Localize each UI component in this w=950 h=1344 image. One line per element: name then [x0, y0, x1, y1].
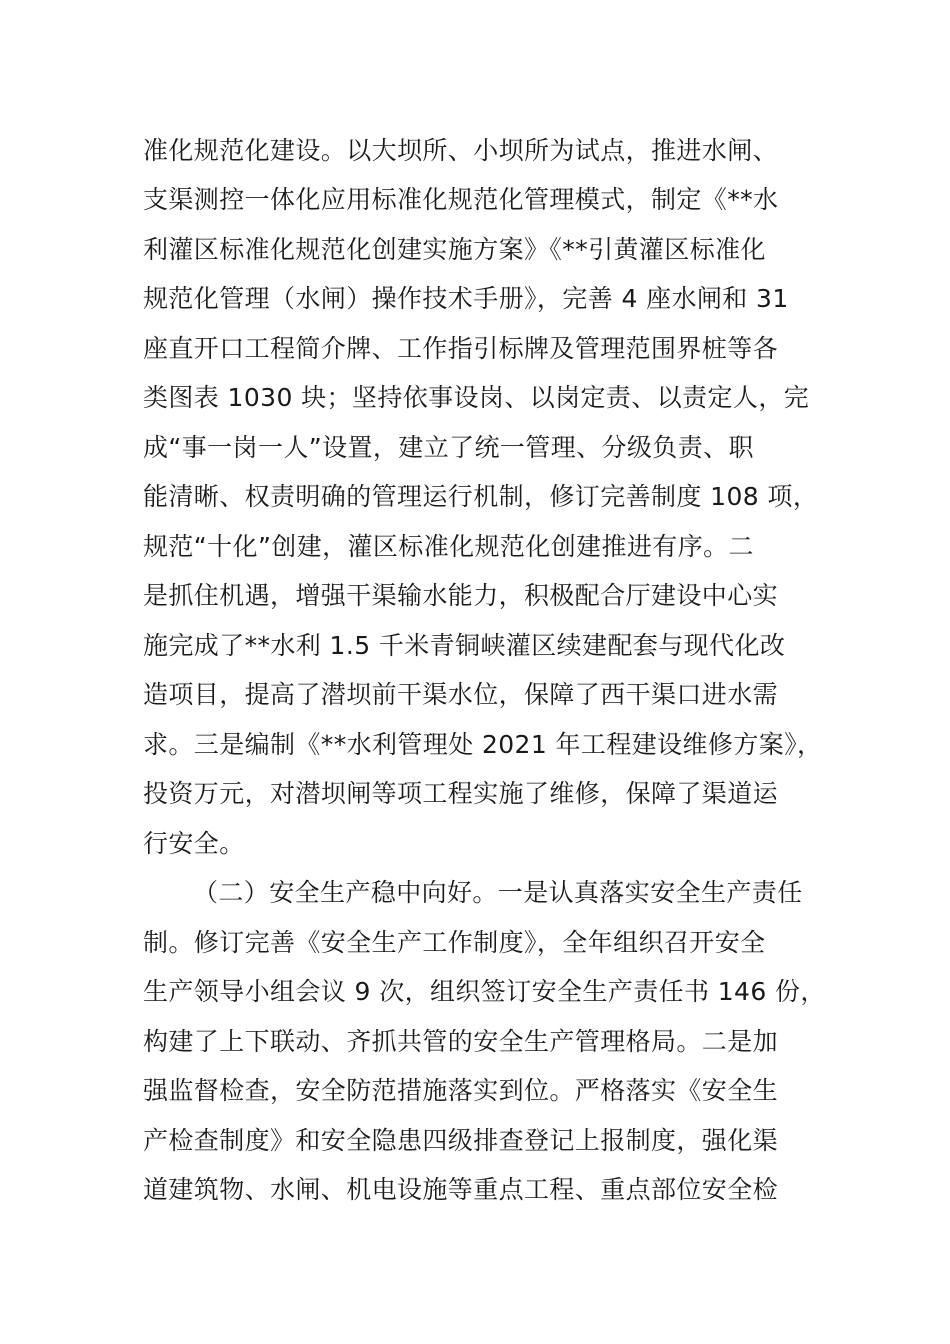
text-line-21: 产检查制度》和安全隐患四级排查登记上报制度，强化渠	[143, 1126, 779, 1155]
text-line-17: 制。修订完善《安全生产工作制度》，全年组织召开安全	[143, 928, 766, 957]
text-line-15: 行安全。	[143, 829, 245, 858]
text-line-22: 道建筑物、水闸、机电设施等重点工程、重点部位安全检	[143, 1175, 779, 1204]
text-line-9: 规范“十化”创建，灌区标准化规范化创建推进有序。二	[143, 532, 754, 561]
text-line-10: 是抓住机遇，增强干渠输水能力，积极配合厅建设中心实	[143, 581, 779, 610]
text-line-4: 规范化管理（水闸）操作技术手册》，完善 4 座水闸和 31	[143, 284, 789, 313]
text-line-12: 造项目，提高了潜坝前干渠水位，保障了西干渠口进水需	[143, 680, 779, 709]
text-line-8: 能清晰、权责明确的管理运行机制，修订完善制度 108 项，	[143, 482, 819, 511]
text-line-3: 利灌区标准化规范化创建实施方案》《**引黄灌区标准化	[143, 235, 766, 264]
text-line-7: 成“事一岗一人”设置，建立了统一管理、分级负责、职	[143, 433, 754, 462]
text-line-6: 类图表 1030 块；坚持依事设岗、以岗定责、以责定人，完	[143, 383, 810, 412]
text-line-5: 座直开口工程简介牌、工作指引标牌及管理范围界桩等各	[143, 334, 779, 363]
text-line-1: 准化规范化建设。以大坝所、小坝所为试点，推进水闸、	[143, 136, 779, 165]
text-line-20: 强监督检查，安全防范措施落实到位。严格落实《安全生	[143, 1076, 779, 1105]
text-line-19: 构建了上下联动、齐抓共管的安全生产管理格局。二是加	[143, 1027, 779, 1056]
section-heading-line: （二）安全生产稳中向好。一是认真落实安全生产责任	[193, 878, 803, 907]
text-line-2: 支渠测控一体化应用标准化规范化管理模式，制定《**水	[143, 185, 779, 214]
text-line-11: 施完成了**水利 1.5 千米青铜峡灌区续建配套与现代化改	[143, 631, 786, 660]
text-line-13: 求。三是编制《**水利管理处 2021 年工程建设维修方案》，	[143, 730, 823, 759]
text-line-18: 生产领导小组会议 9 次，组织签订安全生产责任书 146 份，	[143, 977, 826, 1006]
text-line-14: 投资万元，对潜坝闸等项工程实施了维修，保障了渠道运	[143, 779, 779, 808]
